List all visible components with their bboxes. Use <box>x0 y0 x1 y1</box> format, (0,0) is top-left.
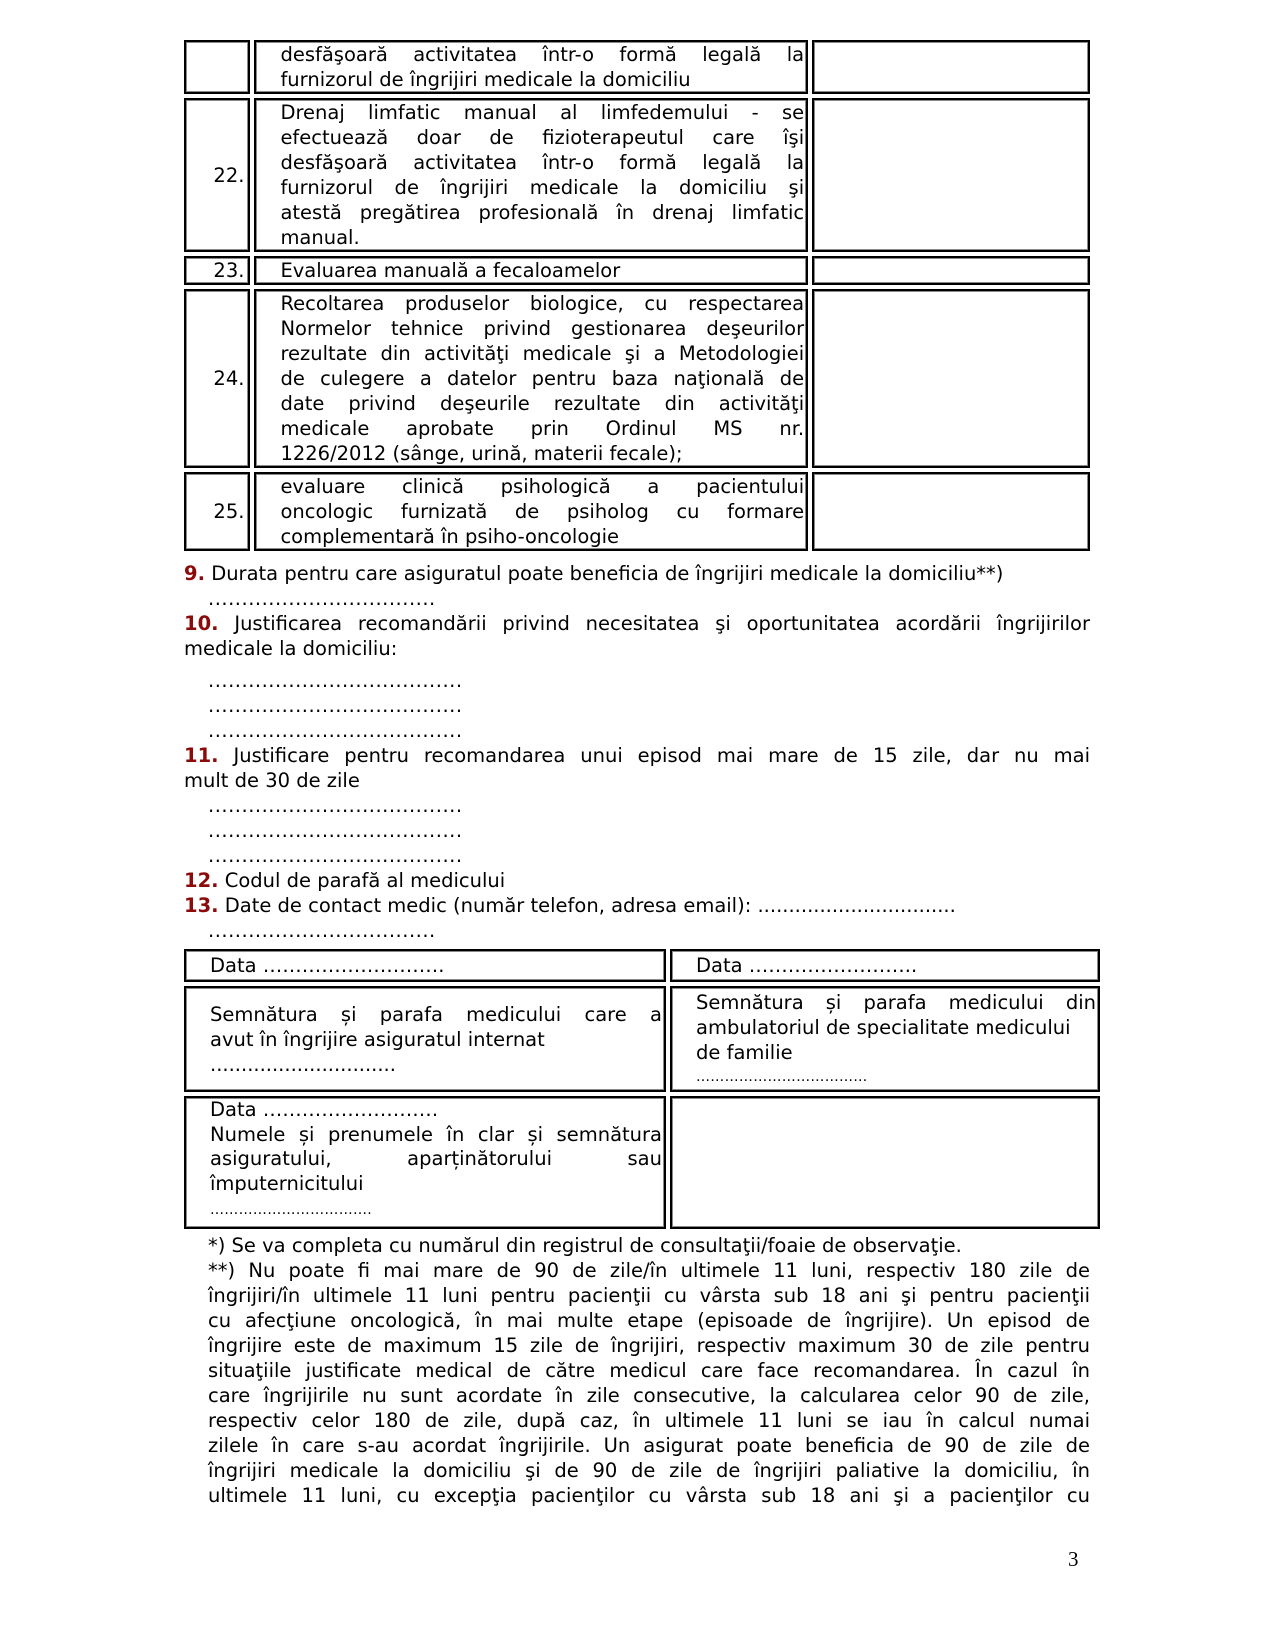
empty-signature-cell[interactable] <box>670 1096 1100 1229</box>
service-description-cell <box>254 98 808 252</box>
description-line: evaluare clinică psihologică a pacientului <box>280 475 805 498</box>
fill-in-dots[interactable]: ...................................... <box>208 844 463 867</box>
section-text: Date de contact medic (număr telefon, adresa email): ................................ <box>224 894 956 917</box>
table-row <box>184 472 1090 551</box>
section-text-cont: mult de 30 de zile <box>184 769 360 792</box>
family-doctor-label-3: de familie <box>696 1041 793 1064</box>
section-number: 12. <box>184 869 219 892</box>
signature-dots: ……………………………… <box>696 1069 868 1085</box>
insured-label-2: asiguratului, aparținătorului sau <box>210 1147 662 1170</box>
table-row <box>184 40 1090 94</box>
checkbox-cell[interactable] <box>812 472 1090 551</box>
description-line: desfăşoară activitatea într-o formă legală la <box>280 43 805 66</box>
fill-in-dots[interactable]: ...................................... <box>208 794 463 817</box>
fill-in-dots[interactable]: ...................................... <box>208 694 463 717</box>
footnote-line: respectiv celor 180 de zile, după caz, în ultimele 11 luni se iau în calcul numai <box>208 1409 1090 1432</box>
section-text: Durata pentru care asiguratul poate beneficia de îngrijiri medicale la domiciliu**) <box>211 562 1004 585</box>
fill-in-dots[interactable]: ...................................... <box>208 719 463 742</box>
description-line: de culegere a datelor pentru baza naţională de <box>280 367 805 390</box>
service-description-cell <box>254 40 808 94</box>
section-text: Codul de parafă al medicului <box>224 869 506 892</box>
hospital-doctor-signature-cell[interactable] <box>184 986 666 1092</box>
page-number: 3 <box>1068 1547 1079 1571</box>
section-number: 13. <box>184 894 219 917</box>
description-line: rezultate din activităţi medicale şi a Metodologiei <box>280 342 805 365</box>
description-line: 1226/2012 (sânge, urină, materii fecale); <box>280 442 683 465</box>
section-text-cont: medicale la domiciliu: <box>184 637 398 660</box>
section-number: 11. <box>184 744 219 767</box>
section-9 <box>184 561 1090 611</box>
description-line: manual. <box>280 226 360 249</box>
section-12 <box>184 868 1090 893</box>
row-number-cell: 22. <box>184 98 250 252</box>
section-text: Justificare pentru recomandarea unui episod mai mare de 15 zile, dar nu mai <box>233 744 1090 767</box>
date-left-label: Data ………………………. <box>210 954 445 977</box>
family-doctor-label-2: ambulatoriul de specialitate medicului <box>696 1016 1071 1039</box>
description-line: medicale aprobate prin Ordinul MS nr. <box>280 417 805 440</box>
description-line: Recoltarea produselor biologice, cu respectarea <box>280 292 805 315</box>
row-number-cell: 24. <box>184 289 250 468</box>
row-number-cell: 25. <box>184 472 250 551</box>
signature-dots: ……………………………. <box>210 1202 373 1218</box>
row-number-cell: 23. <box>184 256 250 285</box>
hospital-doctor-label-2: avut în îngrijire asiguratul internat <box>210 1027 545 1051</box>
footnote-line: ultimele 11 luni, cu excepţia pacienţilor cu vârsta sub 18 ani şi a pacienţilor cu <box>208 1484 1090 1507</box>
checkbox-cell[interactable] <box>812 256 1090 285</box>
document-page <box>184 40 1096 1508</box>
hospital-doctor-label-1: Semnătura și parafa medicului care a <box>210 1002 662 1026</box>
section-13 <box>184 893 1090 943</box>
footnote-line: îngrijiri medicale la domiciliu şi de 90 de zile de îngrijiri paliative la domiciliu, în <box>208 1459 1090 1482</box>
description-line: Drenaj limfatic manual al limfedemului - se <box>280 101 805 124</box>
insured-label-1: Numele și prenumele în clar și semnătura <box>210 1122 662 1146</box>
description-line: furnizorul de îngrijiri medicale la domiciliu şi <box>280 176 805 199</box>
section-10 <box>184 611 1090 743</box>
checkbox-cell[interactable] <box>812 98 1090 252</box>
footnote-line: zilele în care s-au acordat îngrijirile. Un asigurat poate beneficia de 90 de zile de <box>208 1434 1090 1457</box>
section-number: 10. <box>184 612 219 635</box>
insured-label-3: împuternicitului <box>210 1171 364 1195</box>
family-doctor-label-1: Semnătura și parafa medicului din <box>696 991 1096 1014</box>
description-line: Evaluarea manuală a fecaloamelor <box>280 259 621 282</box>
signature-dots: .............................. <box>210 1052 396 1076</box>
footnote-line: cu afecţiune oncologică, în mai multe etape (episoade de îngrijire). Un episod de <box>208 1309 1090 1332</box>
footnote-line: situaţiile justificate medical de către medicul care face recomandarea. În cazul în <box>208 1359 1090 1382</box>
service-description-cell <box>254 289 808 468</box>
table-row <box>184 289 1090 468</box>
section-text: Justificarea recomandării privind necesitatea şi oportunitatea acordării îngrijirilor <box>234 612 1090 635</box>
insured-date-label: Data ……………………… <box>210 1098 439 1121</box>
footnote-1: *) Se va completa cu numărul din registrul de consultaţii/foaie de observaţie. <box>208 1234 962 1257</box>
family-doctor-signature-cell[interactable] <box>670 986 1100 1092</box>
description-line: Normelor tehnice privind gestionarea deşeurilor <box>280 317 805 340</box>
checkbox-cell[interactable] <box>812 289 1090 468</box>
date-right-cell[interactable] <box>670 949 1100 982</box>
footnote-line: **) Nu poate fi mai mare de 90 de zile/în ultimele 11 luni, respectiv 180 zile de <box>208 1259 1090 1282</box>
row-number-cell <box>184 40 250 94</box>
checkbox-cell[interactable] <box>812 40 1090 94</box>
date-right-label: Data …………………….. <box>696 954 918 977</box>
footnote-line: care îngrijirile nu sunt acordate în zile consecutive, la calcularea celor 90 de zile, <box>208 1384 1090 1407</box>
table-row <box>184 256 1090 285</box>
fill-in-dots[interactable]: ...................................... <box>208 819 463 842</box>
section-number: 9. <box>184 562 205 585</box>
date-left-cell[interactable] <box>184 949 666 982</box>
insured-signature-cell[interactable] <box>184 1096 666 1229</box>
footnotes <box>184 1233 1090 1508</box>
description-line: desfăşoară activitatea într-o formă legală la <box>280 151 805 174</box>
description-line: furnizorul de îngrijiri medicale la domiciliu <box>280 68 691 91</box>
description-line: atestă pregătirea profesională în drenaj limfatic <box>280 201 805 224</box>
description-line: oncologic furnizată de psiholog cu formare <box>280 500 805 523</box>
fill-in-dots[interactable]: ...................................... <box>208 669 463 692</box>
fill-in-dots[interactable]: .................................. <box>208 919 436 942</box>
footnote-line: îngrijire este de maximum 15 zile de îngrijiri, respectiv maximum 30 de zile pentru <box>208 1334 1090 1357</box>
signature-table <box>180 945 1104 1233</box>
footnote-2 <box>208 1258 1090 1508</box>
service-description-cell <box>254 256 808 285</box>
description-line: efectuează doar de fizioterapeutul care îşi <box>280 126 805 149</box>
description-line: date privind deşeurile rezultate din activităţi <box>280 392 805 415</box>
footnote-line: îngrijiri/în ultimele 11 luni pentru pacienţii cu vârsta sub 18 ani şi pentru pacienţii <box>208 1284 1090 1307</box>
service-description-cell <box>254 472 808 551</box>
section-11 <box>184 743 1090 868</box>
services-table <box>180 36 1094 555</box>
fill-in-dots[interactable]: .................................. <box>208 587 436 610</box>
table-row <box>184 98 1090 252</box>
description-line: complementară în psiho-oncologie <box>280 525 620 548</box>
